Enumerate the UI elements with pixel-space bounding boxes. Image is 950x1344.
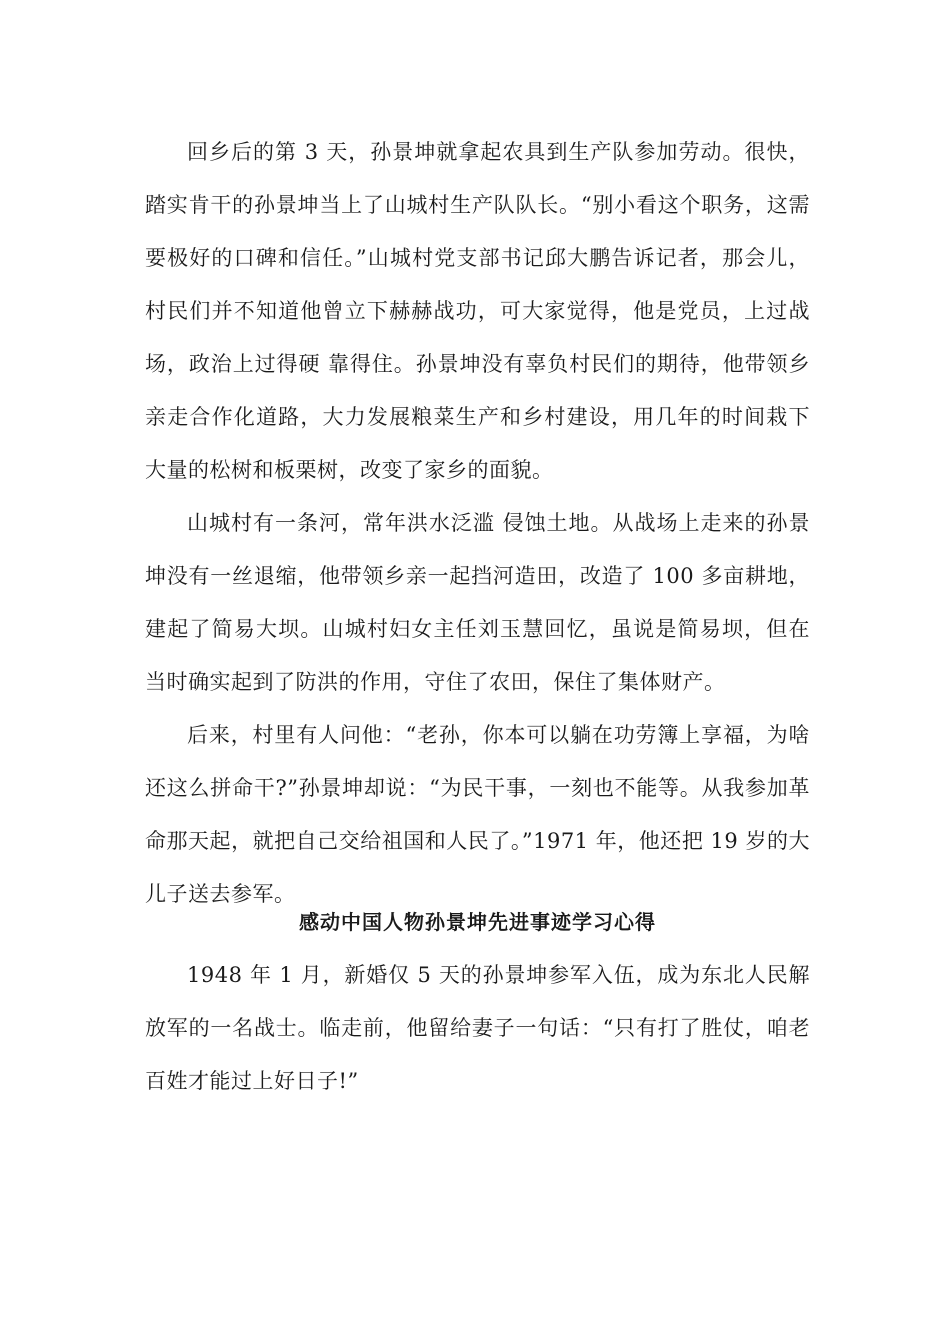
paragraph-enlistment: 1948 年 1 月，新婚仅 5 天的孙景坤参军入伍，成为东北人民解放军的一名战士。临走前，他留给妻子一句话：“只有打了胜仗，咱老百姓才能过上好日子!” <box>145 963 810 1093</box>
article-body-top <box>145 126 810 921</box>
paragraph-return-home: 回乡后的第 3 天，孙景坤就拿起农具到生产队参加劳动。很快，踏实肯干的孙景坤当上了山城村生产队队长。“别小看这个职务，这需要极好的口碑和信任。”山城村党支部书记邱大鹏告诉记者，那会儿，村民们并不知道他曾立下赫赫战功，可大家觉得，他是党员，上过战场，政治上过得硬 靠得住。孙景坤没有辜负村民们的期待，他带领乡亲走合作化道路，大力发展粮菜生产和乡村建设，用几年的时间栽下大量的松树和板栗树，改变了家乡的面貌。 <box>145 140 810 482</box>
paragraph-river-dam: 山城村有一条河，常年洪水泛滥 侵蚀土地。从战场上走来的孙景坤没有一丝退缩，他带领乡亲一起挡河造田，改造了 100 多亩耕地，建起了简易大坝。山城村妇女主任刘玉慧回忆，虽说是简易坝，但在当时确实起到了防洪的作用，守住了农田，保住了集体财产。 <box>145 511 810 694</box>
section-heading: 感动中国人物孙景坤先进事迹学习心得 <box>299 910 656 934</box>
article-body-bottom <box>145 949 810 1108</box>
paragraph-later-quote: 后来，村里有人问他：“老孙，你本可以躺在功劳簿上享福，为啥还这么拼命干?”孙景坤却说：“为民干事，一刻也不能等。从我参加革命那天起，就把自己交给祖国和人民了。”1971 年，他还把 19 岁的大儿子送去参军。 <box>145 723 810 906</box>
